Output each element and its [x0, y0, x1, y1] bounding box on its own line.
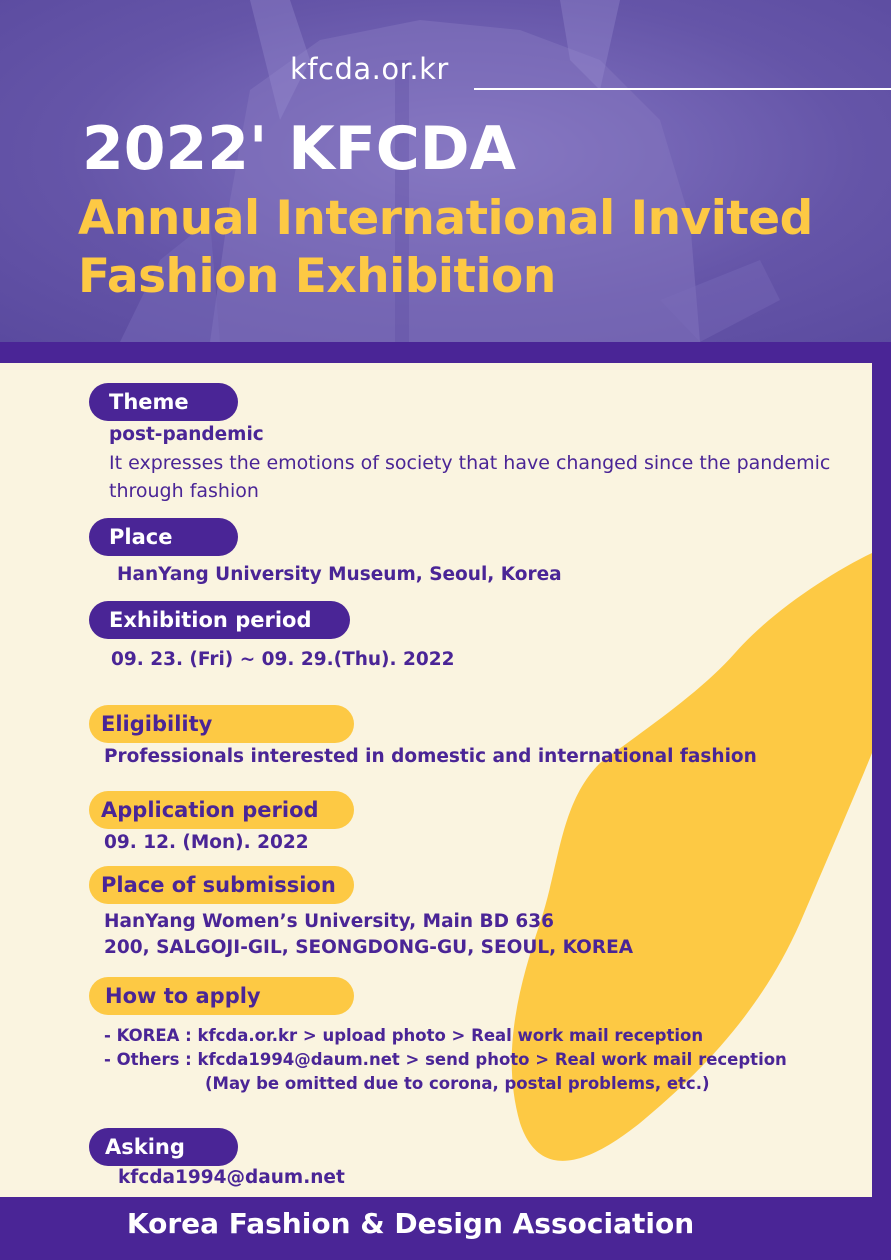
asking-label: Asking	[89, 1128, 238, 1166]
theme-title: post-pandemic	[109, 424, 264, 445]
submission-line-2: 200, SALGOJI-GIL, SEONGDONG-GU, SEOUL, KOREA	[104, 937, 634, 958]
organization-name: Korea Fashion & Design Association	[126, 1207, 695, 1240]
subtitle-line-1: Annual International Invited	[78, 191, 813, 246]
contact-email[interactable]: kfcda1994@daum.net	[118, 1167, 345, 1188]
eligibility-label: Eligibility	[89, 705, 354, 743]
submission-line-1: HanYang Women’s University, Main BD 636	[104, 911, 555, 932]
header-banner	[0, 0, 891, 342]
place-value: HanYang University Museum, Seoul, Korea	[117, 564, 562, 585]
submission-label: Place of submission	[89, 866, 354, 904]
how-to-apply-label: How to apply	[89, 977, 354, 1015]
application-period-value: 09. 12. (Mon). 2022	[104, 832, 309, 853]
how-to-apply-note: (May be omitted due to corona, postal problems, etc.)	[205, 1074, 710, 1093]
how-to-apply-line-2: - Others : kfcda1994@daum.net > send photo > Real work mail reception	[104, 1050, 787, 1069]
eligibility-value: Professionals interested in domestic and international fashion	[104, 746, 757, 767]
application-period-label: Application period	[89, 791, 354, 829]
theme-description: It expresses the emotions of society that have changed since the pandemic through fashion	[109, 452, 831, 502]
page-title: 2022' KFCDA	[82, 114, 517, 184]
how-to-apply-line-1: - KOREA : kfcda.or.kr > upload photo > Real work mail reception	[104, 1026, 704, 1045]
divider-line	[474, 88, 891, 90]
exhibition-period-value: 09. 23. (Fri) ~ 09. 29.(Thu). 2022	[111, 649, 455, 670]
place-label: Place	[89, 518, 238, 556]
page-subtitle	[78, 190, 813, 306]
exhibition-period-label: Exhibition period	[89, 601, 350, 639]
theme-label: Theme	[89, 383, 238, 421]
site-url[interactable]: kfcda.or.kr	[290, 52, 449, 86]
subtitle-line-2: Fashion Exhibition	[78, 249, 556, 304]
info-panel	[0, 363, 872, 1197]
